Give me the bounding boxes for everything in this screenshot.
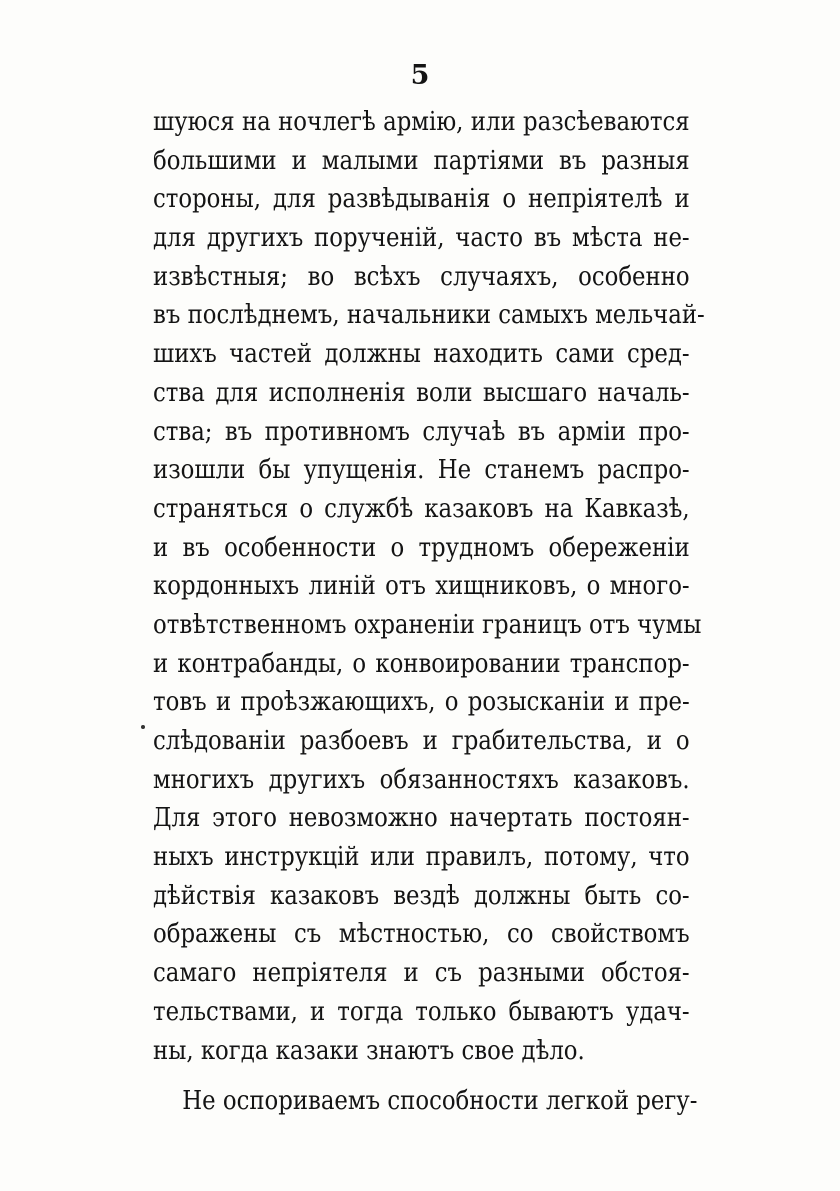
paragraph-gap [153, 1070, 690, 1082]
text-line: въ послѣднемъ, начальники самыхъ мельчай- [153, 299, 705, 331]
text-line: стороны, для развѣдыванія о непріятелѣ и [153, 183, 690, 215]
text-line: тельствами, и тогда только бываютъ удач- [153, 995, 690, 1027]
text-line: изошли бы упущенія. Не станемъ распро- [153, 454, 690, 486]
text-line: кордонныхъ линій отъ хищниковъ, о много- [153, 570, 690, 602]
text-line: Для этого невозможно начертать постоян- [153, 802, 690, 834]
text-line: шихъ частей должны находить сами сред- [153, 338, 690, 370]
text-line: страняться о службѣ казаковъ на Кавказѣ, [153, 492, 690, 524]
text-line: дѣйствія казаковъ вездѣ должны быть со- [153, 879, 690, 911]
text-line: для другихъ порученій, часто въ мѣста не- [153, 222, 690, 254]
text-line: и контрабанды, о конвоировании транспор- [153, 647, 690, 679]
text-line: ныхъ инструкцій или правилъ, потому, что [153, 841, 690, 873]
paragraph-1 [153, 103, 705, 1070]
text-line: ображены съ мѣстностью, со свойствомъ [153, 918, 690, 950]
text-line: самаго непріятеля и съ разными обстоя- [153, 957, 690, 989]
text-line: извѣстныя; во всѣхъ случаяхъ, особенно [153, 260, 690, 292]
margin-mark [141, 725, 145, 729]
text-line: Не оспориваемъ способности легкой регу- [182, 1085, 698, 1117]
text-line: ны, когда казаки знаютъ свое дѣло. [153, 1034, 585, 1066]
text-line: и въ особенности о трудномъ обереженіи [153, 531, 690, 563]
text-line: многихъ другихъ обязанностяхъ казаковъ. [153, 763, 690, 795]
page-number: 5 [410, 60, 430, 91]
text-line: товъ и проѣзжающихъ, о розысканіи и пре- [153, 686, 690, 718]
text-line: шуюся на ночлегѣ армію, или разсѣеваются [153, 106, 690, 137]
text-line: слѣдованіи разбоевъ и грабительства, и о [153, 725, 690, 756]
text-line: ства; въ противномъ случаѣ въ арміи про- [153, 415, 690, 447]
text-line: большими и малыми партіями въ разныя [153, 144, 690, 176]
text-line: ства для исполненія воли высшаго началь- [153, 376, 690, 408]
paragraph-2 [153, 1082, 698, 1121]
text-line: отвѣтственномъ охраненіи границъ отъ чумы [153, 608, 702, 640]
body-text [153, 103, 705, 1121]
